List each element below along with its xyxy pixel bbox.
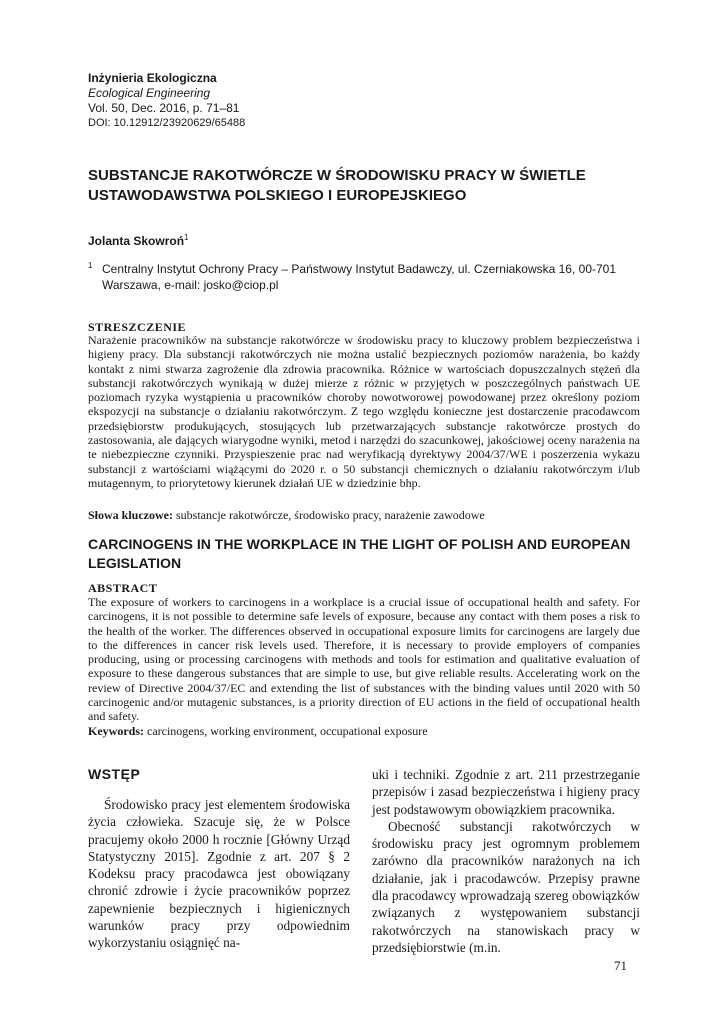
abstract-pl-heading: STRESZCZENIE (88, 320, 187, 334)
column-left (88, 766, 350, 952)
intro-left-paragraph: Środowisko pracy jest elementem środowiska życia człowieka. Szacuje się, że w Polsce pracujemy około 2000 h rocznie [Główny Urząd Statystyczny 2015]. Zgodnie z art. 207 § 2 Kodeksu pracy pracodawca jest obowiązany chronić zdrowie i życie pracowników poprzez zapewnienie bezpiecznych i higienicznych warunków pracy przy odpowiednim wykorzystaniu osiągnięć na- (88, 797, 350, 951)
keywords-pl (88, 508, 640, 523)
keywords-en-label: Keywords: (88, 724, 144, 738)
intro-right-paragraph-2: Obecność substancji rakotwórczych w środowisku pracy jest ogromnym problemem zarówno dla pracowników narażonych na ich działanie, jak i pracodawców. Przepisy prawne dla pracodawcy wprowadzają szereg obowiązków związanych z występowaniem substancji rakotwórczych na stanowiskach pracy w przedsiębiorstwie (m.in. (372, 818, 640, 955)
keywords-pl-label: Słowa kluczowe: (88, 508, 173, 522)
author (88, 233, 188, 248)
journal-name-en: Ecological Engineering (88, 86, 211, 100)
affiliation-text: Centralny Instytut Ochrony Pracy – Państwowy Instytut Badawczy, ul. Czerniakowska 16, 00-701 Warszawa, e-mail: josko@ciop.pl (102, 262, 617, 292)
journal-info (88, 71, 648, 131)
author-affil-marker: 1 (184, 233, 189, 242)
keywords-en-values: carcinogens, working environment, occupational exposure (147, 724, 428, 738)
intro-heading: WSTĘP (88, 766, 141, 782)
intro-right-paragraph-1: uki i techniki. Zgodnie z art. 211 przestrzeganie przepisów i zasad bezpieczeństwa i higieny pracy jest podstawowym obowiązkiem pracownika. (372, 767, 640, 817)
column-right (372, 766, 640, 956)
title-english: CARCINOGENS IN THE WORKPLACE IN THE LIGHT OF POLISH AND EUROPEAN LEGISLATION (88, 536, 631, 571)
abstract-en-heading: ABSTRACT (88, 581, 158, 595)
journal-volume: Vol. 50, Dec. 2016, p. 71–81 (88, 101, 240, 115)
keywords-pl-values: substancje rakotwórcze, środowisko pracy, narażenie zawodowe (176, 508, 485, 522)
journal-name-pl: Inżynieria Ekologiczna (88, 71, 217, 85)
author-name: Jolanta Skowroń (88, 234, 185, 248)
page-number: 71 (614, 958, 627, 973)
abstract-en-text: The exposure of workers to carcinogens in a workplace is a crucial issue of occupational health and safety. For carcinogens, it is not possible to determine safe levels of exposure, because any contact with them poses a risk to the health of the worker. The differences observed in occupational exposure limits for carcinogens are largely due to the differences in cancer risk levels used. Therefore, it is necessary to provide employers of companies producing, using or processing carcinogens with methods and tools for estimation and qualitative evaluation of exposure to these dangerous substances that are simple to use, but give reliable results. Accelerating work on the review of Directive 2004/37/EC and extending the list of substances with the binding values until 2020 with 50 carcinogenic and/or mutagenic substances, is a priority direction of EU actions in the field of occupational health and safety. (88, 595, 640, 724)
keywords-en (88, 724, 640, 739)
affiliation (88, 261, 648, 293)
journal-doi: DOI: 10.12912/23920629/65488 (88, 117, 246, 129)
affiliation-number: 1 (88, 261, 93, 270)
title-polish: SUBSTANCJE RAKOTWÓRCZE W ŚRODOWISKU PRACY W ŚWIETLE USTAWODAWSTWA POLSKIEGO I EUROPEJSKIEGO (88, 167, 586, 204)
abstract-pl-text: Narażenie pracowników na substancje rakotwórcze w środowisku pracy to kluczowy problem bezpieczeństwa i higieny pracy. Dla substancji rakotwórczych nie można ustalić bezpiecznych poziomów narażenia, bo każdy kontakt z nimi stwarza zagrożenie dla zdrowia pracownika. Różnice w wartościach dopuszczalnych stężeń dla substancji rakotwórczych wynikają w dużej mierze z różnic w przyjętych w poszczególnych państwach UE poziomach ryzyka wystąpienia u pracowników choroby nowotworowej powodowanej przez określony poziom ekspozycji na substancje o działaniu rakotwórczym. Z tego względu konieczne jest dostarczenie pracodawcom przedsiębiorstw produkujących, stosujących lub przetwarzających substancje rakotwórcze prostych do zastosowania, ale dających wiarygodne wyniki, metod i narzędzi do szacunkowej, jakościowej oceny narażenia na te niebezpieczne czynniki. Przyspieszenie prac nad weryfikacją dyrektywy 2004/37/WE i poszerzenia wykazu substancji z wartościami wiążącymi do 2020 r. o 50 substancji chemicznych o działaniu rakotwórczym i/lub mutagennym, to priorytetowy kierunek działań UE w dziedzinie bhp. (88, 333, 640, 490)
